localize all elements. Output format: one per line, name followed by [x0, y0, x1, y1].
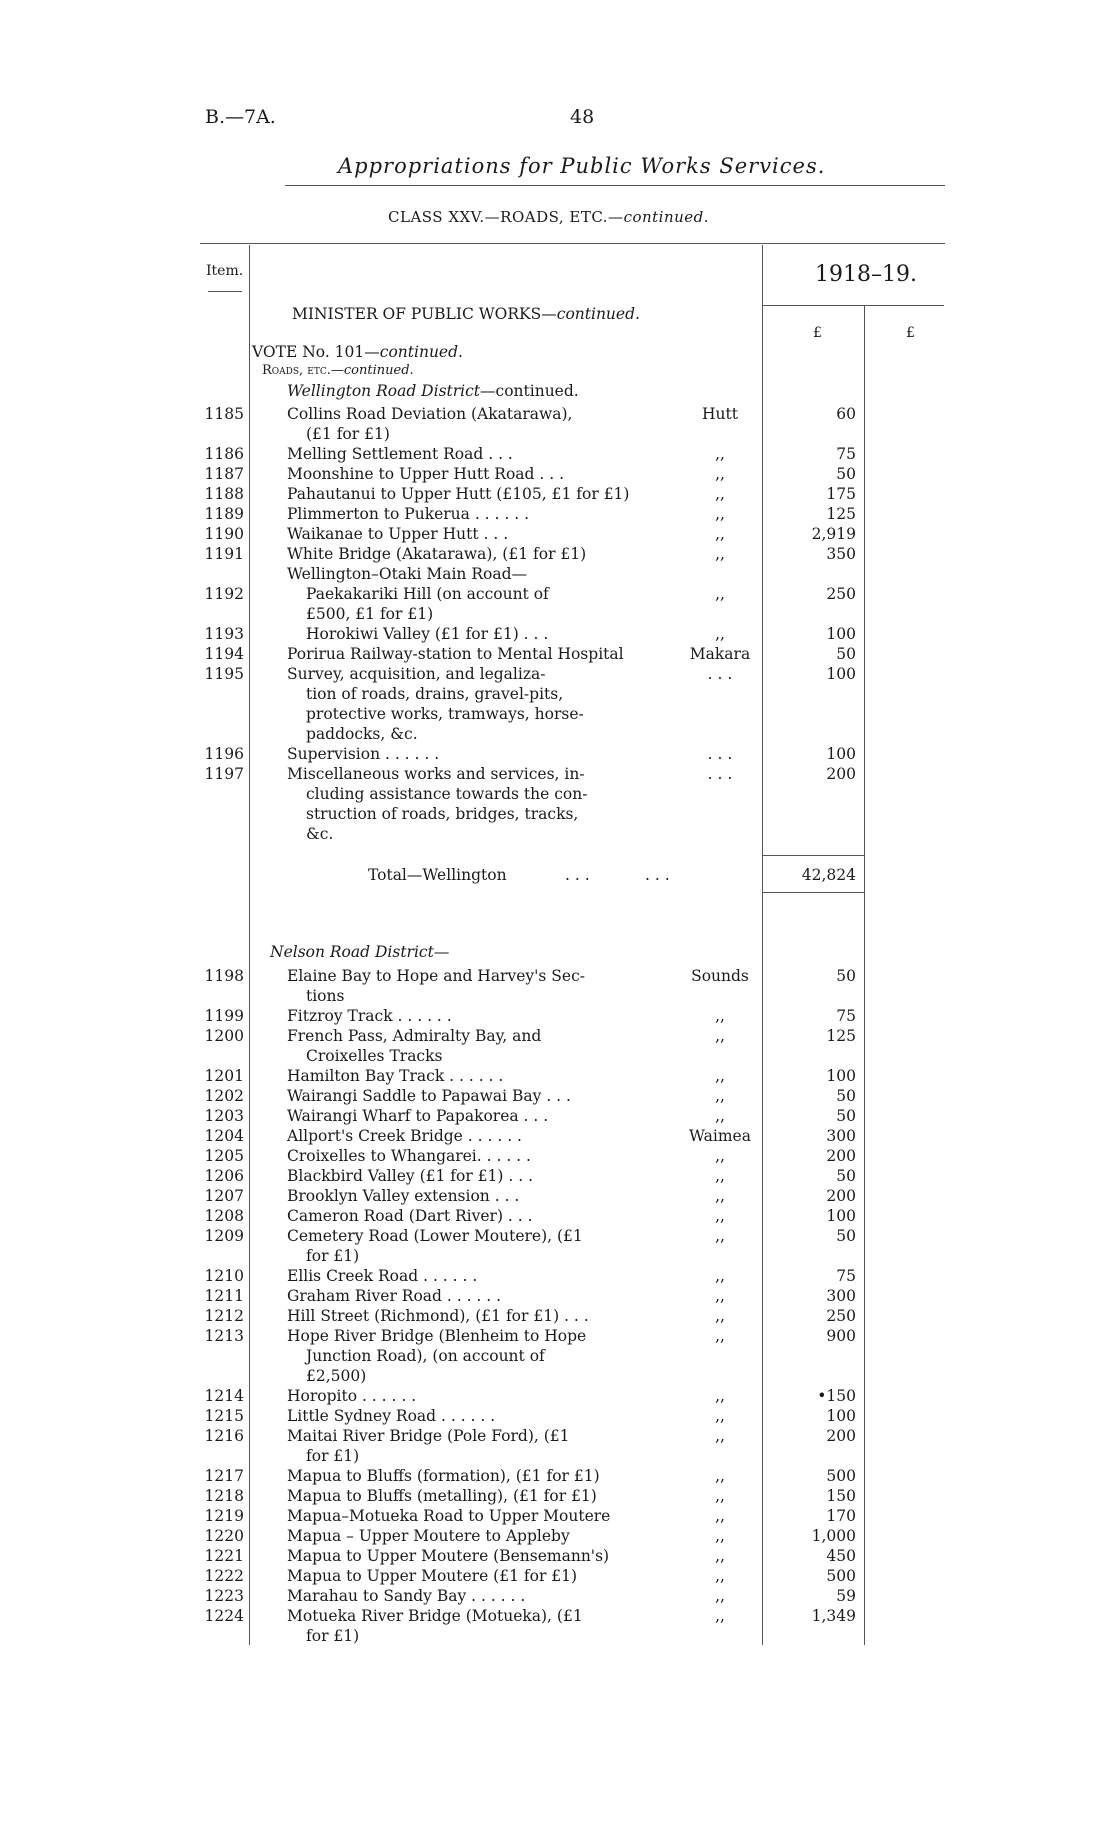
item-description: White Bridge (Akatarawa), (£1 for £1) [287, 545, 587, 563]
item-number: 1215 [204, 1407, 244, 1425]
item-number: 1185 [204, 405, 244, 423]
item-district: ,, [715, 1287, 725, 1305]
item-description: Waikanae to Upper Hutt . . . [287, 525, 509, 543]
table-row [0, 684, 1114, 704]
item-number: 1219 [204, 1507, 244, 1525]
item-amount: 200 [826, 1427, 856, 1445]
item-description: for £1) [306, 1247, 360, 1265]
item-amount: 60 [836, 405, 856, 423]
pound-column-1: £ [813, 325, 822, 341]
page-number: 48 [570, 106, 595, 128]
item-description: tions [306, 987, 345, 1005]
roads-heading: Roads, etc.—continued. [262, 363, 414, 378]
item-description: for £1) [306, 1627, 360, 1645]
item-number: 1223 [204, 1587, 244, 1605]
item-number: 1208 [204, 1207, 244, 1225]
class-heading: CLASS XXV.—ROADS, ETC.—continued. [388, 208, 710, 226]
item-number: 1209 [204, 1227, 244, 1245]
item-district: ,, [715, 1587, 725, 1605]
table-row [0, 1226, 1114, 1246]
item-amount: 1,349 [811, 1607, 856, 1625]
item-amount: 50 [836, 1107, 856, 1125]
total-wellington-label: Total—Wellington [368, 866, 507, 884]
item-description: £2,500) [306, 1367, 367, 1385]
table-row [0, 1566, 1114, 1586]
total-bottom-rule [762, 892, 864, 893]
table-row [0, 1186, 1114, 1206]
item-description: for £1) [306, 1447, 360, 1465]
item-number: 1198 [204, 967, 244, 985]
table-row [0, 544, 1114, 564]
table-row [0, 1066, 1114, 1086]
table-row [0, 1426, 1114, 1446]
item-description: Marahau to Sandy Bay . . . . . . [287, 1587, 526, 1605]
table-row [0, 724, 1114, 744]
item-amount: 1,000 [811, 1527, 856, 1545]
table-row [0, 1586, 1114, 1606]
item-description: Survey, acquisition, and legaliza- [287, 665, 546, 683]
item-amount: 125 [826, 1027, 856, 1045]
total-wellington-amount: 42,824 [801, 866, 856, 884]
table-row [0, 424, 1114, 444]
item-description: paddocks, &c. [306, 725, 418, 743]
item-amount: 75 [836, 1007, 856, 1025]
item-amount: 50 [836, 967, 856, 985]
item-description: Horopito . . . . . . [287, 1387, 417, 1405]
item-description: Mapua–Motueka Road to Upper Moutere [287, 1507, 611, 1525]
item-district: . . . [707, 665, 733, 683]
item-description: Mapua to Bluffs (formation), (£1 for £1) [287, 1467, 600, 1485]
item-description: Motueka River Bridge (Motueka), (£1 [287, 1607, 583, 1625]
item-district: ,, [715, 1147, 725, 1165]
item-description: Wairangi Wharf to Papakorea . . . [287, 1107, 549, 1125]
item-description: Paekakariki Hill (on account of [306, 585, 549, 603]
year-column-header: 1918–19. [815, 262, 917, 287]
item-number: 1206 [204, 1167, 244, 1185]
item-amount: •150 [817, 1387, 856, 1405]
item-amount: 75 [836, 445, 856, 463]
item-description: struction of roads, bridges, tracks, [306, 805, 579, 823]
item-description: Wairangi Saddle to Papawai Bay . . . [287, 1087, 571, 1105]
table-row [0, 1206, 1114, 1226]
item-amount: 100 [826, 1067, 856, 1085]
table-row [0, 784, 1114, 804]
item-number: 1220 [204, 1527, 244, 1545]
item-description: £500, £1 for £1) [306, 605, 434, 623]
item-number: 1224 [204, 1607, 244, 1625]
item-description: tion of roads, drains, gravel-pits, [306, 685, 564, 703]
item-district: ,, [715, 545, 725, 563]
item-description: French Pass, Admiralty Bay, and [287, 1027, 542, 1045]
item-description: Mapua to Upper Moutere (£1 for £1) [287, 1567, 578, 1585]
item-amount: 450 [826, 1547, 856, 1565]
total-dots: . . . [565, 866, 590, 884]
item-number: 1203 [204, 1107, 244, 1125]
item-description: Miscellaneous works and services, in- [287, 765, 585, 783]
item-amount: 59 [836, 1587, 856, 1605]
item-description: Junction Road), (on account of [306, 1347, 545, 1365]
item-description: Plimmerton to Pukerua . . . . . . [287, 505, 530, 523]
table-row [0, 464, 1114, 484]
table-row [0, 804, 1114, 824]
minister-heading: MINISTER OF PUBLIC WORKS—continued. [292, 305, 640, 323]
table-row [0, 1466, 1114, 1486]
item-description: Wellington–Otaki Main Road— [287, 565, 528, 583]
item-amount: 100 [826, 745, 856, 763]
item-amount: 900 [826, 1327, 856, 1345]
item-description: Cemetery Road (Lower Moutere), (£1 [287, 1227, 583, 1245]
item-description: Mapua to Bluffs (metalling), (£1 for £1) [287, 1487, 597, 1505]
item-district: ,, [715, 1467, 725, 1485]
item-district: ,, [715, 1207, 725, 1225]
item-amount: 100 [826, 1407, 856, 1425]
table-row [0, 1626, 1114, 1646]
item-amount: 350 [826, 545, 856, 563]
table-row [0, 1606, 1114, 1626]
item-number: 1192 [204, 585, 244, 603]
item-amount: 500 [826, 1567, 856, 1585]
item-amount: 125 [826, 505, 856, 523]
table-row [0, 1146, 1114, 1166]
item-description: Moonshine to Upper Hutt Road . . . [287, 465, 565, 483]
item-district: Waimea [689, 1127, 751, 1145]
page-title: Appropriations for Public Works Services. [338, 154, 826, 178]
table-row [0, 1506, 1114, 1526]
item-district: ,, [715, 1027, 725, 1045]
table-row [0, 1246, 1114, 1266]
table-row [0, 404, 1114, 424]
table-row [0, 644, 1114, 664]
table-row [0, 1166, 1114, 1186]
item-amount: 200 [826, 1187, 856, 1205]
item-description: Horokiwi Valley (£1 for £1) . . . [306, 625, 549, 643]
table-row [0, 584, 1114, 604]
item-district: ,, [715, 585, 725, 603]
item-description: protective works, tramways, horse- [306, 705, 584, 723]
table-row [0, 664, 1114, 684]
item-district: ,, [715, 1227, 725, 1245]
item-description: (£1 for £1) [306, 425, 390, 443]
item-amount: 200 [826, 1147, 856, 1165]
item-amount: 300 [826, 1287, 856, 1305]
table-row [0, 1406, 1114, 1426]
item-number: 1213 [204, 1327, 244, 1345]
item-district: ,, [715, 1527, 725, 1545]
item-description: Hope River Bridge (Blenheim to Hope [287, 1327, 587, 1345]
table-row [0, 1386, 1114, 1406]
table-row [0, 1446, 1114, 1466]
item-description: Maitai River Bridge (Pole Ford), (£1 [287, 1427, 570, 1445]
table-row [0, 1306, 1114, 1326]
item-amount: 500 [826, 1467, 856, 1485]
item-district: ,, [715, 1407, 725, 1425]
item-number: 1202 [204, 1087, 244, 1105]
table-row [0, 444, 1114, 464]
total-dots-2: . . . [645, 866, 670, 884]
item-number: 1216 [204, 1427, 244, 1445]
table-row [0, 764, 1114, 784]
table-row [0, 504, 1114, 524]
nelson-district-heading: Nelson Road District— [270, 943, 450, 961]
item-number: 1214 [204, 1387, 244, 1405]
item-district: ,, [715, 1567, 725, 1585]
item-number: 1205 [204, 1147, 244, 1165]
vote-heading: VOTE No. 101—continued. [252, 343, 463, 361]
document-reference: B.—7A. [205, 106, 276, 128]
item-district: ,, [715, 1547, 725, 1565]
item-description: Collins Road Deviation (Akatarawa), [287, 405, 573, 423]
item-number: 1217 [204, 1467, 244, 1485]
item-description: Ellis Creek Road . . . . . . [287, 1267, 478, 1285]
item-district: ,, [715, 1107, 725, 1125]
item-district: ,, [715, 485, 725, 503]
table-row [0, 564, 1114, 584]
item-amount: 50 [836, 645, 856, 663]
item-description: Blackbird Valley (£1 for £1) . . . [287, 1167, 534, 1185]
table-row [0, 986, 1114, 1006]
item-number: 1190 [204, 525, 244, 543]
item-district: ,, [715, 465, 725, 483]
item-description: Allport's Creek Bridge . . . . . . [287, 1127, 522, 1145]
item-description: Elaine Bay to Hope and Harvey's Sec- [287, 967, 586, 985]
item-description: Cameron Road (Dart River) . . . [287, 1207, 533, 1225]
item-district: ,, [715, 1507, 725, 1525]
table-row [0, 624, 1114, 644]
item-description: Hill Street (Richmond), (£1 for £1) . . . [287, 1307, 589, 1325]
item-district: ,, [715, 1607, 725, 1625]
item-amount: 170 [826, 1507, 856, 1525]
item-description: Mapua to Upper Moutere (Bensemann's) [287, 1547, 610, 1565]
item-district: ,, [715, 505, 725, 523]
item-number: 1207 [204, 1187, 244, 1205]
item-description: Pahautanui to Upper Hutt (£105, £1 for £1) [287, 485, 630, 503]
item-amount: 50 [836, 1227, 856, 1245]
item-amount: 175 [826, 485, 856, 503]
item-district: ,, [715, 1307, 725, 1325]
item-district: ,, [715, 1487, 725, 1505]
item-district: ,, [715, 1267, 725, 1285]
item-district: ,, [715, 1187, 725, 1205]
item-district: . . . [707, 765, 733, 783]
item-amount: 50 [836, 465, 856, 483]
item-number: 1200 [204, 1027, 244, 1045]
table-row [0, 1326, 1114, 1346]
item-number: 1194 [204, 645, 244, 663]
item-description: Mapua – Upper Moutere to Appleby [287, 1527, 570, 1545]
table-row [0, 824, 1114, 844]
table-row [0, 704, 1114, 724]
item-number: 1186 [204, 445, 244, 463]
item-number: 1191 [204, 545, 244, 563]
table-row [0, 1046, 1114, 1066]
item-amount: 50 [836, 1167, 856, 1185]
item-description: Brooklyn Valley extension . . . [287, 1187, 520, 1205]
item-number: 1195 [204, 665, 244, 683]
item-amount: 100 [826, 625, 856, 643]
year-header-rule [762, 305, 944, 306]
table-row [0, 1526, 1114, 1546]
item-description: cluding assistance towards the con- [306, 785, 588, 803]
item-number: 1211 [204, 1287, 244, 1305]
pound-column-2: £ [906, 325, 915, 341]
item-number: 1196 [204, 745, 244, 763]
item-amount: 2,919 [811, 525, 856, 543]
item-column-header: Item. [206, 263, 244, 279]
item-number: 1187 [204, 465, 244, 483]
table-row [0, 1546, 1114, 1566]
table-row [0, 1486, 1114, 1506]
item-district: ,, [715, 1387, 725, 1405]
item-district: ,, [715, 445, 725, 463]
item-district: ,, [715, 1087, 725, 1105]
item-description: Supervision . . . . . . [287, 745, 440, 763]
table-row [0, 966, 1114, 986]
item-number: 1204 [204, 1127, 244, 1145]
item-description: Melling Settlement Road . . . [287, 445, 513, 463]
item-district: Sounds [691, 967, 749, 985]
table-row [0, 1086, 1114, 1106]
table-row [0, 1366, 1114, 1386]
item-description: Croixelles to Whangarei. . . . . . [287, 1147, 531, 1165]
table-row [0, 604, 1114, 624]
item-number: 1188 [204, 485, 244, 503]
item-number: 1218 [204, 1487, 244, 1505]
item-description: Hamilton Bay Track . . . . . . [287, 1067, 504, 1085]
item-amount: 75 [836, 1267, 856, 1285]
item-description: Porirua Railway-station to Mental Hospital [287, 645, 624, 663]
item-amount: 300 [826, 1127, 856, 1145]
table-row [0, 1266, 1114, 1286]
item-number: 1189 [204, 505, 244, 523]
table-row [0, 1286, 1114, 1306]
item-district: ,, [715, 1067, 725, 1085]
item-amount: 250 [826, 585, 856, 603]
item-district: ,, [715, 1167, 725, 1185]
item-amount: 100 [826, 665, 856, 683]
item-amount: 100 [826, 1207, 856, 1225]
item-description: &c. [306, 825, 334, 843]
item-number: 1222 [204, 1567, 244, 1585]
item-number: 1221 [204, 1547, 244, 1565]
item-number: 1199 [204, 1007, 244, 1025]
item-number: 1201 [204, 1067, 244, 1085]
table-row [0, 1106, 1114, 1126]
item-description: Croixelles Tracks [306, 1047, 443, 1065]
table-row [0, 1346, 1114, 1366]
item-description: Graham River Road . . . . . . [287, 1287, 502, 1305]
item-district: ,, [715, 625, 725, 643]
table-row [0, 1126, 1114, 1146]
item-amount: 200 [826, 765, 856, 783]
table-row [0, 524, 1114, 544]
item-amount: 50 [836, 1087, 856, 1105]
item-number: 1210 [204, 1267, 244, 1285]
item-district: Makara [689, 645, 751, 663]
item-district: Hutt [702, 405, 738, 423]
table-row [0, 1026, 1114, 1046]
table-row [0, 1006, 1114, 1026]
item-description: Fitzroy Track . . . . . . [287, 1007, 452, 1025]
item-district: ,, [715, 1427, 725, 1445]
item-description: Little Sydney Road . . . . . . [287, 1407, 496, 1425]
item-district: ,, [715, 525, 725, 543]
item-district: . . . [707, 745, 733, 763]
title-rule [285, 185, 945, 186]
item-header-rule [208, 291, 242, 292]
item-number: 1197 [204, 765, 244, 783]
item-district: ,, [715, 1007, 725, 1025]
wellington-district-heading: Wellington Road District—continued. [287, 382, 579, 400]
table-row [0, 744, 1114, 764]
total-top-rule [762, 855, 864, 856]
item-number: 1193 [204, 625, 244, 643]
class-heading-rule [200, 243, 945, 244]
item-number: 1212 [204, 1307, 244, 1325]
table-row [0, 484, 1114, 504]
item-amount: 150 [826, 1487, 856, 1505]
item-amount: 250 [826, 1307, 856, 1325]
item-district: ,, [715, 1327, 725, 1345]
